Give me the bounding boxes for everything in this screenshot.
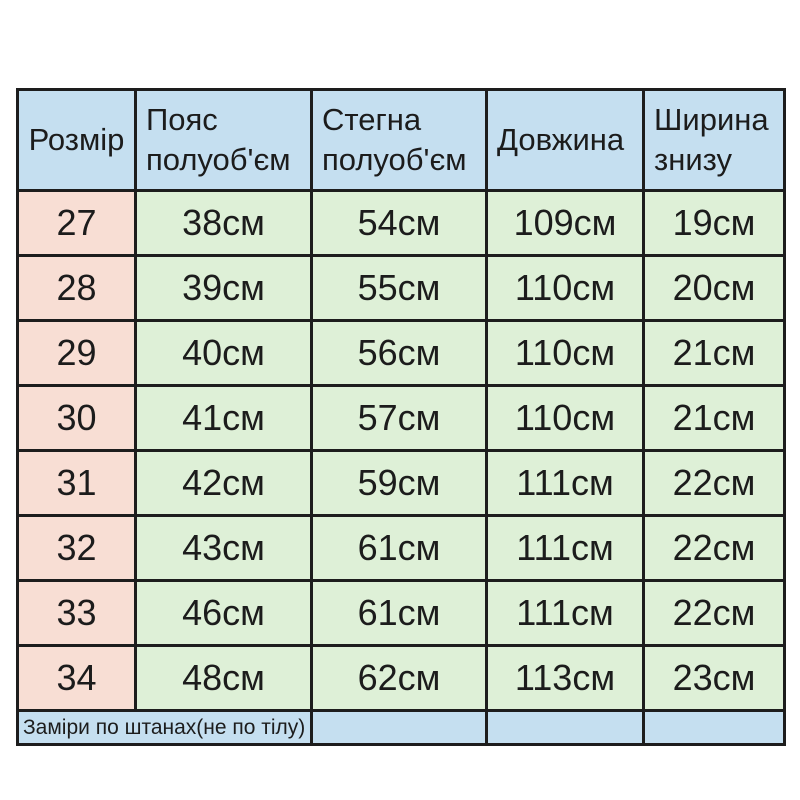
length-cell: 110см [487,321,644,386]
size-cell: 33 [18,581,136,646]
waist-cell: 40см [136,321,312,386]
column-header-waist-half: Пояс полуоб'єм [136,90,312,191]
hips-cell: 61см [312,516,487,581]
waist-cell: 38см [136,191,312,256]
bottom-width-cell: 23см [644,646,785,711]
footer-row [18,711,785,745]
footer-empty-cell [312,711,487,745]
footer-empty-cell [487,711,644,745]
bottom-width-cell: 22см [644,516,785,581]
table-row [18,321,785,386]
table-row [18,581,785,646]
length-cell: 111см [487,451,644,516]
hips-cell: 56см [312,321,487,386]
size-cell: 29 [18,321,136,386]
bottom-width-cell: 20см [644,256,785,321]
table-row [18,646,785,711]
length-cell: 113см [487,646,644,711]
bottom-width-cell: 22см [644,581,785,646]
footer-note: Заміри по штанах(не по тілу) [18,711,312,745]
header-row [18,90,785,191]
size-cell: 27 [18,191,136,256]
hips-cell: 54см [312,191,487,256]
length-cell: 110см [487,256,644,321]
column-header-size: Розмір [18,90,136,191]
waist-cell: 42см [136,451,312,516]
bottom-width-cell: 22см [644,451,785,516]
table-row [18,386,785,451]
length-cell: 111см [487,581,644,646]
bottom-width-cell: 19см [644,191,785,256]
waist-cell: 41см [136,386,312,451]
waist-cell: 48см [136,646,312,711]
hips-cell: 61см [312,581,487,646]
column-header-hips-half: Стегна полуоб'єм [312,90,487,191]
length-cell: 110см [487,386,644,451]
waist-cell: 46см [136,581,312,646]
length-cell: 111см [487,516,644,581]
hips-cell: 55см [312,256,487,321]
bottom-width-cell: 21см [644,386,785,451]
hips-cell: 62см [312,646,487,711]
table-row [18,256,785,321]
footer-empty-cell [644,711,785,745]
size-cell: 31 [18,451,136,516]
hips-cell: 57см [312,386,487,451]
waist-cell: 43см [136,516,312,581]
size-chart-table [16,88,786,746]
table-row [18,451,785,516]
hips-cell: 59см [312,451,487,516]
column-header-length: Довжина [487,90,644,191]
size-cell: 34 [18,646,136,711]
table-row [18,191,785,256]
length-cell: 109см [487,191,644,256]
table-row [18,516,785,581]
size-cell: 28 [18,256,136,321]
size-cell: 30 [18,386,136,451]
bottom-width-cell: 21см [644,321,785,386]
waist-cell: 39см [136,256,312,321]
size-cell: 32 [18,516,136,581]
column-header-bottom-width: Ширина знизу [644,90,785,191]
